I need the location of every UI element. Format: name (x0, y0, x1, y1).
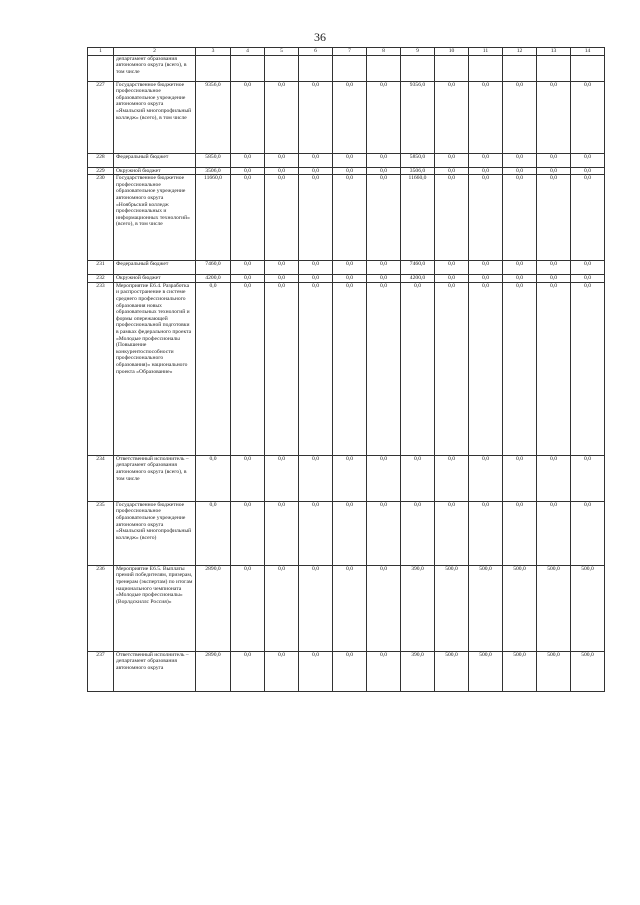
value-cell: 0,0 (503, 261, 537, 275)
value-cell: 0,0 (571, 175, 605, 261)
row-number: 233 (88, 282, 114, 455)
value-cell: 0,0 (333, 282, 367, 455)
value-cell: 0,0 (435, 261, 469, 275)
value-cell: 0,0 (231, 81, 265, 153)
value-cell: 0,0 (571, 153, 605, 167)
value-cell: 0,0 (265, 455, 299, 501)
value-cell: 0,0 (469, 81, 503, 153)
value-cell: 0,0 (503, 282, 537, 455)
value-cell: 9356,0 (196, 81, 231, 153)
value-cell: 500,0 (435, 651, 469, 691)
value-cell (537, 55, 571, 81)
value-cell (231, 55, 265, 81)
value-cell: 0,0 (367, 81, 401, 153)
table-row (88, 651, 605, 691)
value-cell: 500,0 (537, 565, 571, 651)
value-cell: 0,0 (231, 167, 265, 175)
value-cell: 0,0 (265, 153, 299, 167)
value-cell: 11660,0 (196, 175, 231, 261)
value-cell: 0,0 (537, 153, 571, 167)
value-cell: 0,0 (333, 455, 367, 501)
value-cell: 0,0 (401, 455, 435, 501)
value-cell: 500,0 (503, 565, 537, 651)
value-cell: 7460,0 (196, 261, 231, 275)
value-cell: 0,0 (231, 175, 265, 261)
value-cell: 0,0 (299, 651, 333, 691)
value-cell: 0,0 (299, 261, 333, 275)
table-row (88, 153, 605, 167)
value-cell: 390,0 (401, 651, 435, 691)
table-row (88, 501, 605, 565)
row-number: 236 (88, 565, 114, 651)
value-cell: 0,0 (265, 81, 299, 153)
value-cell (571, 55, 605, 81)
row-description: Государственное бюджетное профессиональное образовательное учреждение автономного округа «Ямальский многопрофильный колледж» (всего), в том числе (114, 81, 196, 153)
value-cell: 0,0 (503, 501, 537, 565)
row-number: 232 (88, 275, 114, 283)
value-cell: 500,0 (537, 651, 571, 691)
value-cell: 0,0 (503, 153, 537, 167)
row-description: Окружной бюджет (114, 275, 196, 283)
value-cell: 0,0 (299, 153, 333, 167)
value-cell: 0,0 (367, 455, 401, 501)
table-row (88, 55, 605, 81)
value-cell: 0,0 (367, 167, 401, 175)
row-description: Федеральный бюджет (114, 261, 196, 275)
value-cell: 3506,0 (196, 167, 231, 175)
value-cell: 2890,0 (196, 565, 231, 651)
value-cell: 0,0 (537, 455, 571, 501)
value-cell: 3506,0 (401, 167, 435, 175)
value-cell: 0,0 (299, 275, 333, 283)
column-header: 3 (196, 48, 231, 56)
value-cell: 500,0 (469, 565, 503, 651)
value-cell: 0,0 (503, 81, 537, 153)
value-cell: 500,0 (435, 565, 469, 651)
row-description: Ответственный исполнитель – департамент образования автономного округа (всего), в том числе (114, 455, 196, 501)
value-cell: 0,0 (571, 455, 605, 501)
table-row (88, 275, 605, 283)
value-cell: 0,0 (265, 282, 299, 455)
value-cell: 2890,0 (196, 651, 231, 691)
value-cell: 0,0 (367, 501, 401, 565)
value-cell: 0,0 (231, 455, 265, 501)
value-cell: 5850,0 (401, 153, 435, 167)
column-header: 10 (435, 48, 469, 56)
value-cell: 0,0 (571, 261, 605, 275)
row-number: 234 (88, 455, 114, 501)
column-header: 13 (537, 48, 571, 56)
value-cell: 0,0 (503, 167, 537, 175)
value-cell: 7460,0 (401, 261, 435, 275)
value-cell: 0,0 (333, 261, 367, 275)
value-cell: 0,0 (231, 153, 265, 167)
row-description: Мероприятие Е6.4. Разработка и распространение в системе среднего профессионального образования новых образовательных технологий и формы опережающей профессиональной подготовки в рамках федерального проекта «Молодые профессионалы (Повышение конкурентоспособности профессионального образования)» национального проекта «Образование» (114, 282, 196, 455)
row-number: 229 (88, 167, 114, 175)
row-number: 235 (88, 501, 114, 565)
row-description: департамент образования автономного округа (всего), в том числе (114, 55, 196, 81)
value-cell (503, 55, 537, 81)
table-row (88, 565, 605, 651)
value-cell: 0,0 (265, 175, 299, 261)
value-cell: 0,0 (571, 282, 605, 455)
row-description: Ответственный исполнитель – департамент образования автономного округа (114, 651, 196, 691)
value-cell: 4200,0 (401, 275, 435, 283)
row-description: Мероприятие Е6.5. Выплаты премий победителям, призерам, тренерам (экспертам) по итогам национального чемпионата «Молодые профессионалы» (Ворлдскиллс Россия)» (114, 565, 196, 651)
value-cell: 0,0 (333, 153, 367, 167)
value-cell: 0,0 (299, 175, 333, 261)
value-cell: 0,0 (265, 501, 299, 565)
budget-table (87, 47, 605, 692)
row-number: 227 (88, 81, 114, 153)
value-cell: 0,0 (299, 501, 333, 565)
value-cell: 0,0 (537, 81, 571, 153)
value-cell: 9356,0 (401, 81, 435, 153)
table-row (88, 81, 605, 153)
value-cell: 0,0 (333, 81, 367, 153)
value-cell: 0,0 (435, 81, 469, 153)
row-description: Окружной бюджет (114, 167, 196, 175)
value-cell: 0,0 (231, 501, 265, 565)
value-cell: 0,0 (537, 261, 571, 275)
value-cell: 0,0 (435, 282, 469, 455)
value-cell: 0,0 (333, 167, 367, 175)
value-cell (333, 55, 367, 81)
value-cell: 0,0 (367, 565, 401, 651)
column-header: 5 (265, 48, 299, 56)
value-cell: 0,0 (333, 565, 367, 651)
value-cell: 0,0 (231, 651, 265, 691)
value-cell (265, 55, 299, 81)
value-cell: 0,0 (265, 261, 299, 275)
value-cell: 0,0 (537, 175, 571, 261)
value-cell: 0,0 (435, 275, 469, 283)
value-cell (196, 55, 231, 81)
value-cell: 4200,0 (196, 275, 231, 283)
value-cell: 0,0 (231, 261, 265, 275)
value-cell: 0,0 (265, 565, 299, 651)
column-header: 6 (299, 48, 333, 56)
table-row (88, 175, 605, 261)
value-cell: 0,0 (231, 282, 265, 455)
value-cell: 0,0 (503, 175, 537, 261)
value-cell: 0,0 (367, 261, 401, 275)
value-cell: 0,0 (503, 275, 537, 283)
value-cell: 0,0 (435, 167, 469, 175)
row-description: Федеральный бюджет (114, 153, 196, 167)
row-number: 231 (88, 261, 114, 275)
value-cell: 0,0 (333, 175, 367, 261)
value-cell (367, 55, 401, 81)
value-cell: 0,0 (469, 175, 503, 261)
value-cell: 0,0 (469, 261, 503, 275)
value-cell: 0,0 (299, 455, 333, 501)
value-cell: 0,0 (537, 282, 571, 455)
value-cell: 500,0 (571, 651, 605, 691)
row-number (88, 55, 114, 81)
value-cell: 0,0 (469, 455, 503, 501)
value-cell (401, 55, 435, 81)
value-cell: 0,0 (435, 175, 469, 261)
value-cell: 0,0 (367, 153, 401, 167)
column-header: 12 (503, 48, 537, 56)
value-cell: 500,0 (469, 651, 503, 691)
value-cell: 0,0 (469, 275, 503, 283)
value-cell: 0,0 (265, 651, 299, 691)
value-cell: 0,0 (299, 565, 333, 651)
value-cell: 0,0 (435, 455, 469, 501)
column-header: 4 (231, 48, 265, 56)
value-cell: 0,0 (571, 81, 605, 153)
value-cell: 0,0 (196, 282, 231, 455)
value-cell: 390,0 (401, 565, 435, 651)
value-cell: 0,0 (265, 167, 299, 175)
table-row (88, 282, 605, 455)
value-cell: 0,0 (367, 282, 401, 455)
table-row (88, 455, 605, 501)
value-cell: 11660,0 (401, 175, 435, 261)
column-header: 8 (367, 48, 401, 56)
value-cell (299, 55, 333, 81)
value-cell: 0,0 (196, 501, 231, 565)
value-cell: 0,0 (299, 81, 333, 153)
value-cell: 0,0 (401, 282, 435, 455)
value-cell: 0,0 (333, 275, 367, 283)
value-cell: 500,0 (503, 651, 537, 691)
value-cell: 0,0 (231, 275, 265, 283)
value-cell: 0,0 (503, 455, 537, 501)
value-cell (435, 55, 469, 81)
column-header: 2 (114, 48, 196, 56)
value-cell: 0,0 (367, 651, 401, 691)
value-cell: 0,0 (367, 275, 401, 283)
value-cell (469, 55, 503, 81)
value-cell: 0,0 (299, 282, 333, 455)
value-cell: 0,0 (571, 501, 605, 565)
column-header: 1 (88, 48, 114, 56)
value-cell: 0,0 (265, 275, 299, 283)
value-cell: 0,0 (537, 501, 571, 565)
value-cell: 0,0 (299, 167, 333, 175)
header-row (88, 48, 605, 56)
row-number: 237 (88, 651, 114, 691)
column-header: 11 (469, 48, 503, 56)
row-description: Государственное бюджетное профессиональное образовательное учреждение автономного округа «Ноябрьский колледж профессиональных и информационных технологий» (всего), в том числе (114, 175, 196, 261)
column-header: 9 (401, 48, 435, 56)
value-cell: 0,0 (435, 153, 469, 167)
row-number: 230 (88, 175, 114, 261)
value-cell: 0,0 (571, 275, 605, 283)
value-cell: 0,0 (401, 501, 435, 565)
value-cell: 0,0 (537, 167, 571, 175)
table-row (88, 261, 605, 275)
value-cell: 0,0 (571, 167, 605, 175)
value-cell: 0,0 (333, 651, 367, 691)
value-cell: 500,0 (571, 565, 605, 651)
value-cell: 0,0 (469, 501, 503, 565)
value-cell: 0,0 (231, 565, 265, 651)
value-cell: 0,0 (469, 167, 503, 175)
row-description: Государственное бюджетное профессиональное образовательное учреждение автономного округа «Ямальский многопрофильный колледж» (всего) (114, 501, 196, 565)
value-cell: 0,0 (196, 455, 231, 501)
value-cell: 0,0 (537, 275, 571, 283)
table-row (88, 167, 605, 175)
value-cell: 0,0 (469, 153, 503, 167)
page-number: 36 (314, 30, 326, 44)
value-cell: 5850,0 (196, 153, 231, 167)
value-cell: 0,0 (367, 175, 401, 261)
value-cell: 0,0 (333, 501, 367, 565)
row-number: 228 (88, 153, 114, 167)
column-header: 14 (571, 48, 605, 56)
value-cell: 0,0 (435, 501, 469, 565)
value-cell: 0,0 (469, 282, 503, 455)
column-header: 7 (333, 48, 367, 56)
